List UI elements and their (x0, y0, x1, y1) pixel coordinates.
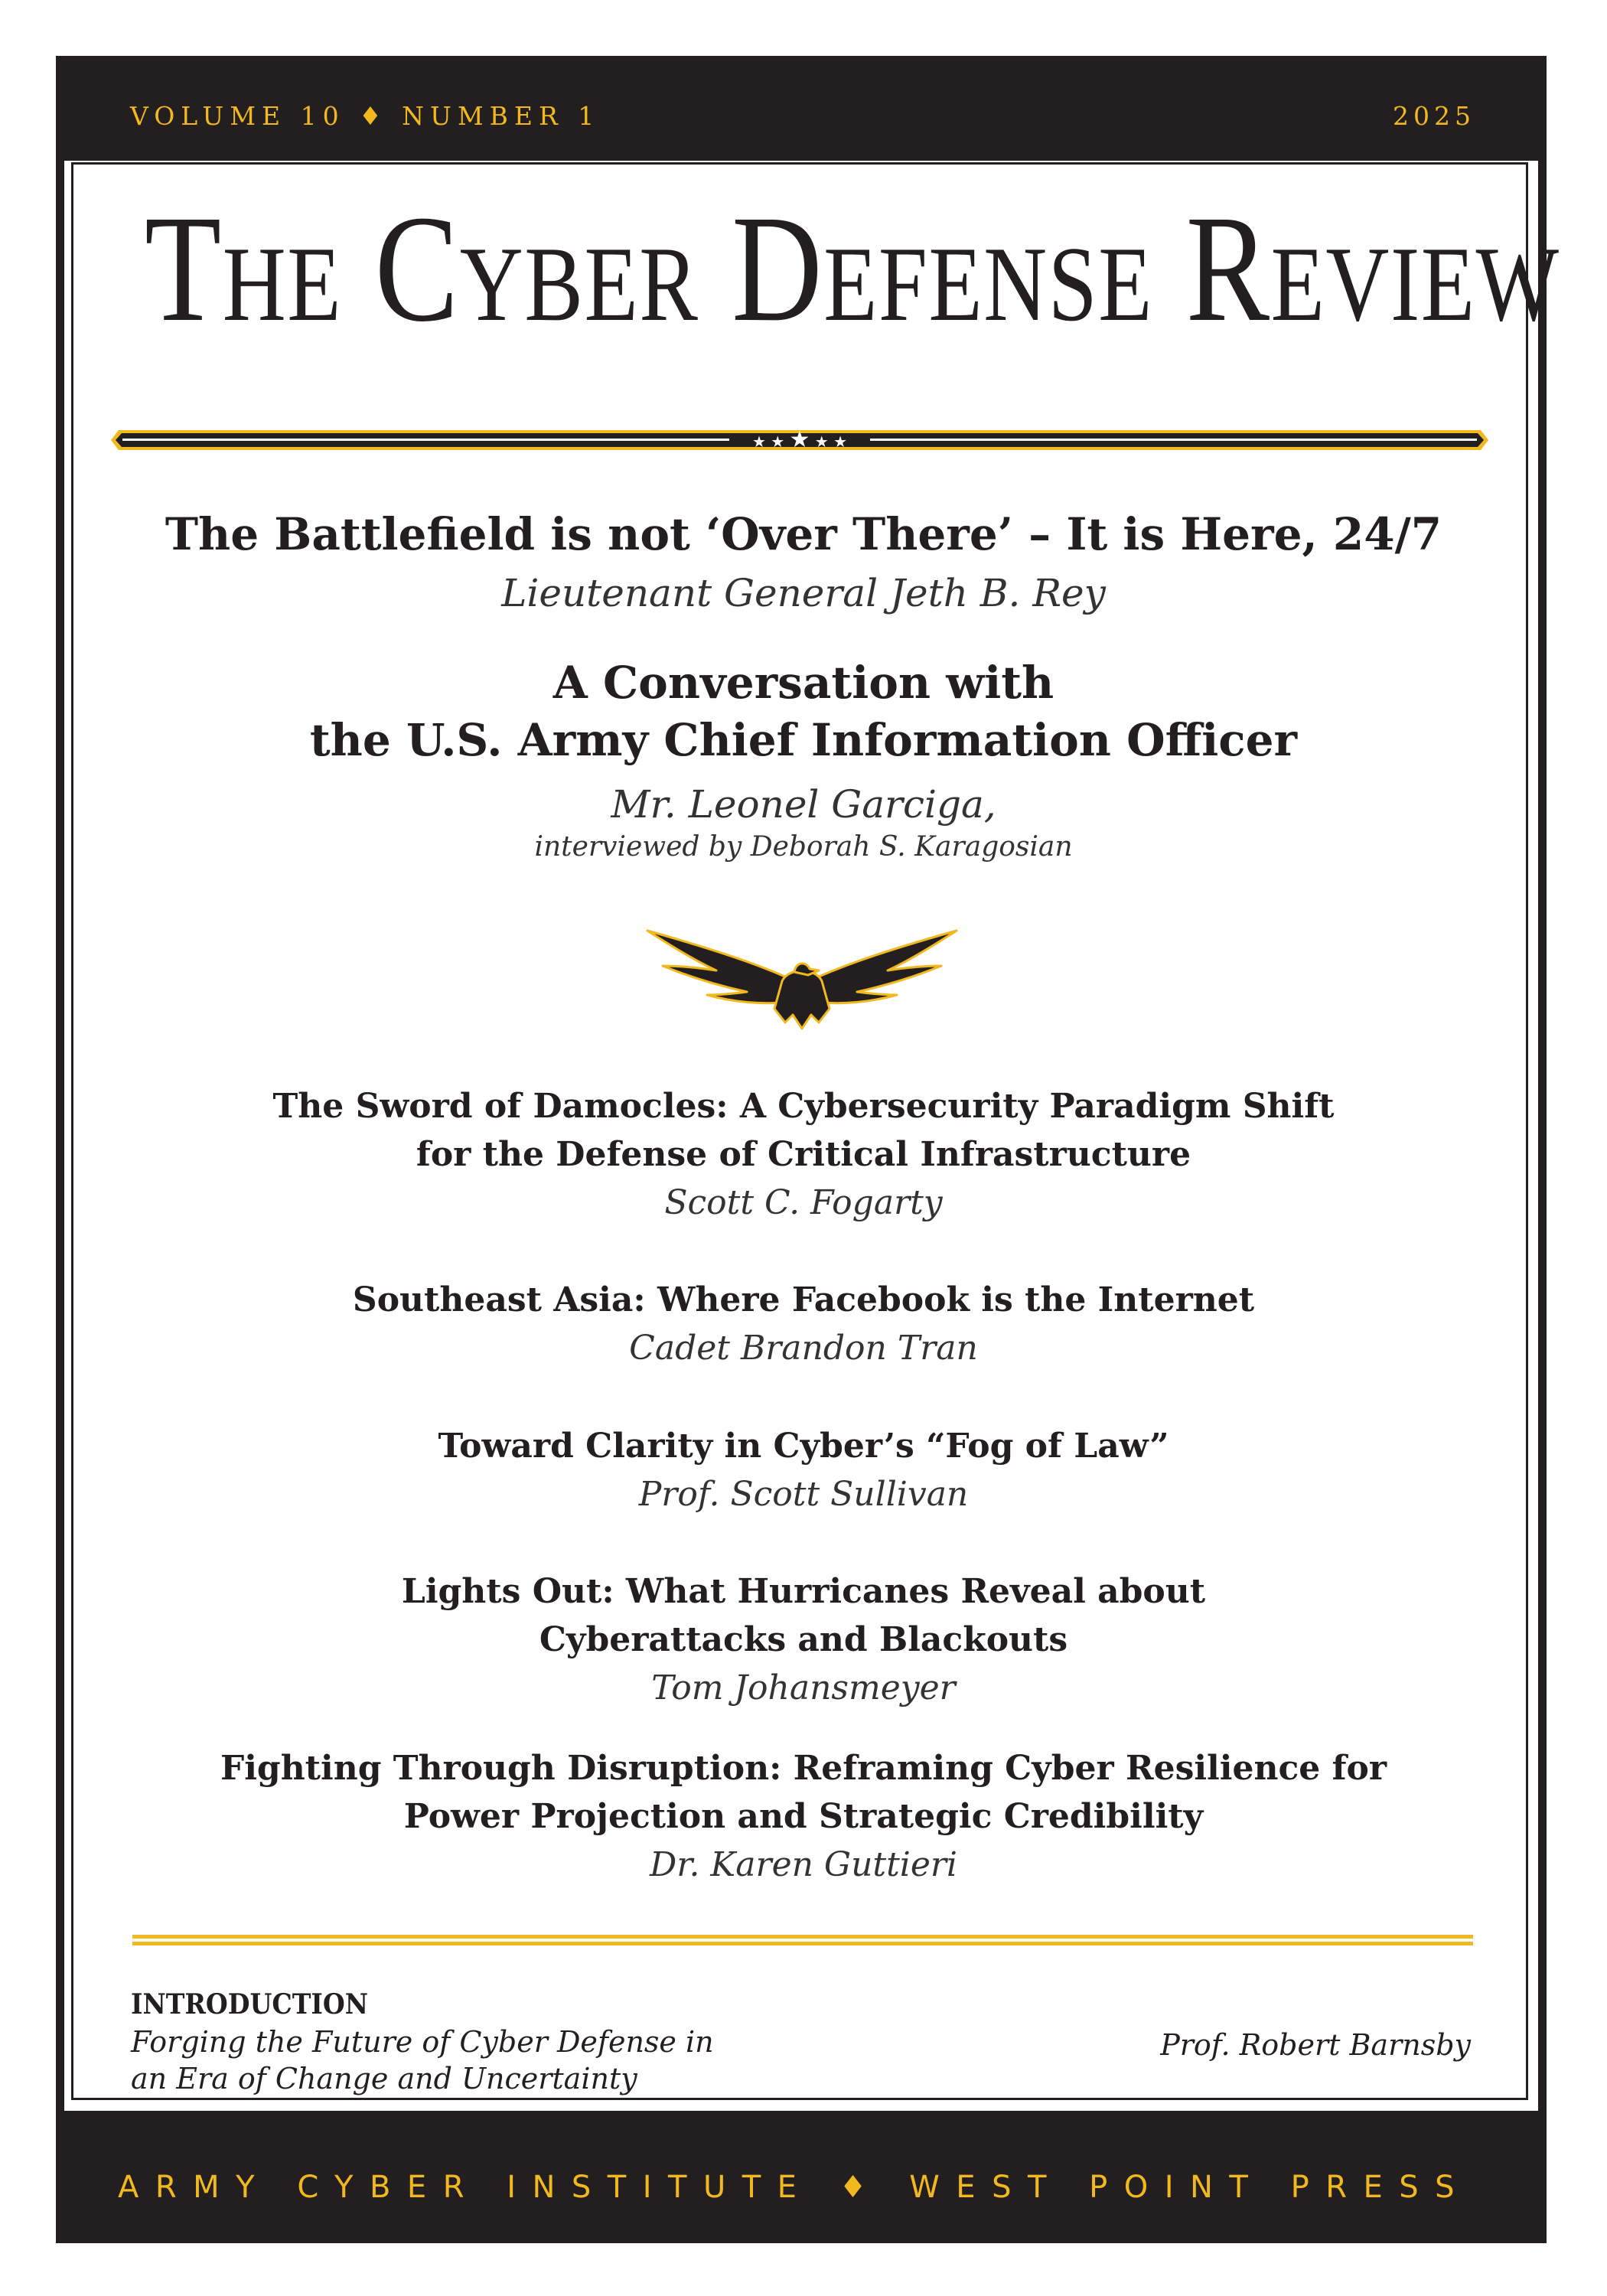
article-4-title-line1: Lights Out: What Hurricanes Reveal about (401, 1572, 1206, 1611)
svg-text:★ ★ ★ ★ ★: ★ ★ ★ ★ ★ (751, 426, 848, 453)
lead-article-2-author: Mr. Leonel Garciga, (611, 782, 996, 827)
lead-article-2-title-line1: A Conversation with (553, 657, 1054, 709)
introduction-label: INTRODUCTION (131, 1988, 369, 2020)
article-3-author: Prof. Scott Sullivan (638, 1475, 969, 1514)
article-3-title: Toward Clarity in Cyber’s “Fog of Law” (438, 1427, 1169, 1466)
article-4-title-line2: Cyberattacks and Blackouts (539, 1620, 1068, 1659)
journal-title: The Cyber Defense Review (145, 184, 1560, 354)
lead-article-2-note: interviewed by Deborah S. Karagosian (534, 831, 1073, 863)
introduction-title-line2: an Era of Change and Uncertainty (131, 2062, 637, 2095)
article-4-author: Tom Johansmeyer (651, 1668, 956, 1707)
lead-article-2-title-line2: the U.S. Army Chief Information Officer (309, 714, 1298, 766)
publisher-line: ARMY CYBER INSTITUTE ♦ WEST POINT PRESS (118, 2170, 1472, 2205)
article-1-author: Scott C. Fogarty (664, 1183, 943, 1222)
star-rule-ornament-icon (103, 424, 1496, 456)
article-1-title-line2: for the Defense of Critical Infrastructure (416, 1135, 1191, 1174)
article-5-title-line2: Power Projection and Strategic Credibility (403, 1797, 1204, 1836)
eagle-icon (643, 925, 961, 1032)
article-1-title-line1: The Sword of Damocles: A Cybersecurity Paradigm Shift (272, 1087, 1335, 1126)
article-2-author: Cadet Brandon Tran (629, 1329, 978, 1368)
introduction-author: Prof. Robert Barnsby (1160, 2028, 1471, 2062)
article-5-title-line1: Fighting Through Disruption: Reframing Cyber Resilience for (220, 1749, 1387, 1788)
lead-article-1-author: Lieutenant General Jeth B. Rey (501, 571, 1106, 615)
volume-issue: VOLUME 10 ♦ NUMBER 1 (130, 101, 601, 131)
article-2-title: Southeast Asia: Where Facebook is the Internet (352, 1280, 1255, 1319)
gold-divider (132, 1935, 1473, 1945)
lead-article-1-title: The Battlefield is not ‘Over There’ – It is Here, 24/7 (165, 508, 1442, 560)
issue-year: 2025 (1393, 101, 1475, 131)
introduction-title-line1: Forging the Future of Cyber Defense in (131, 2025, 714, 2059)
article-5-author: Dr. Karen Guttieri (649, 1845, 957, 1884)
